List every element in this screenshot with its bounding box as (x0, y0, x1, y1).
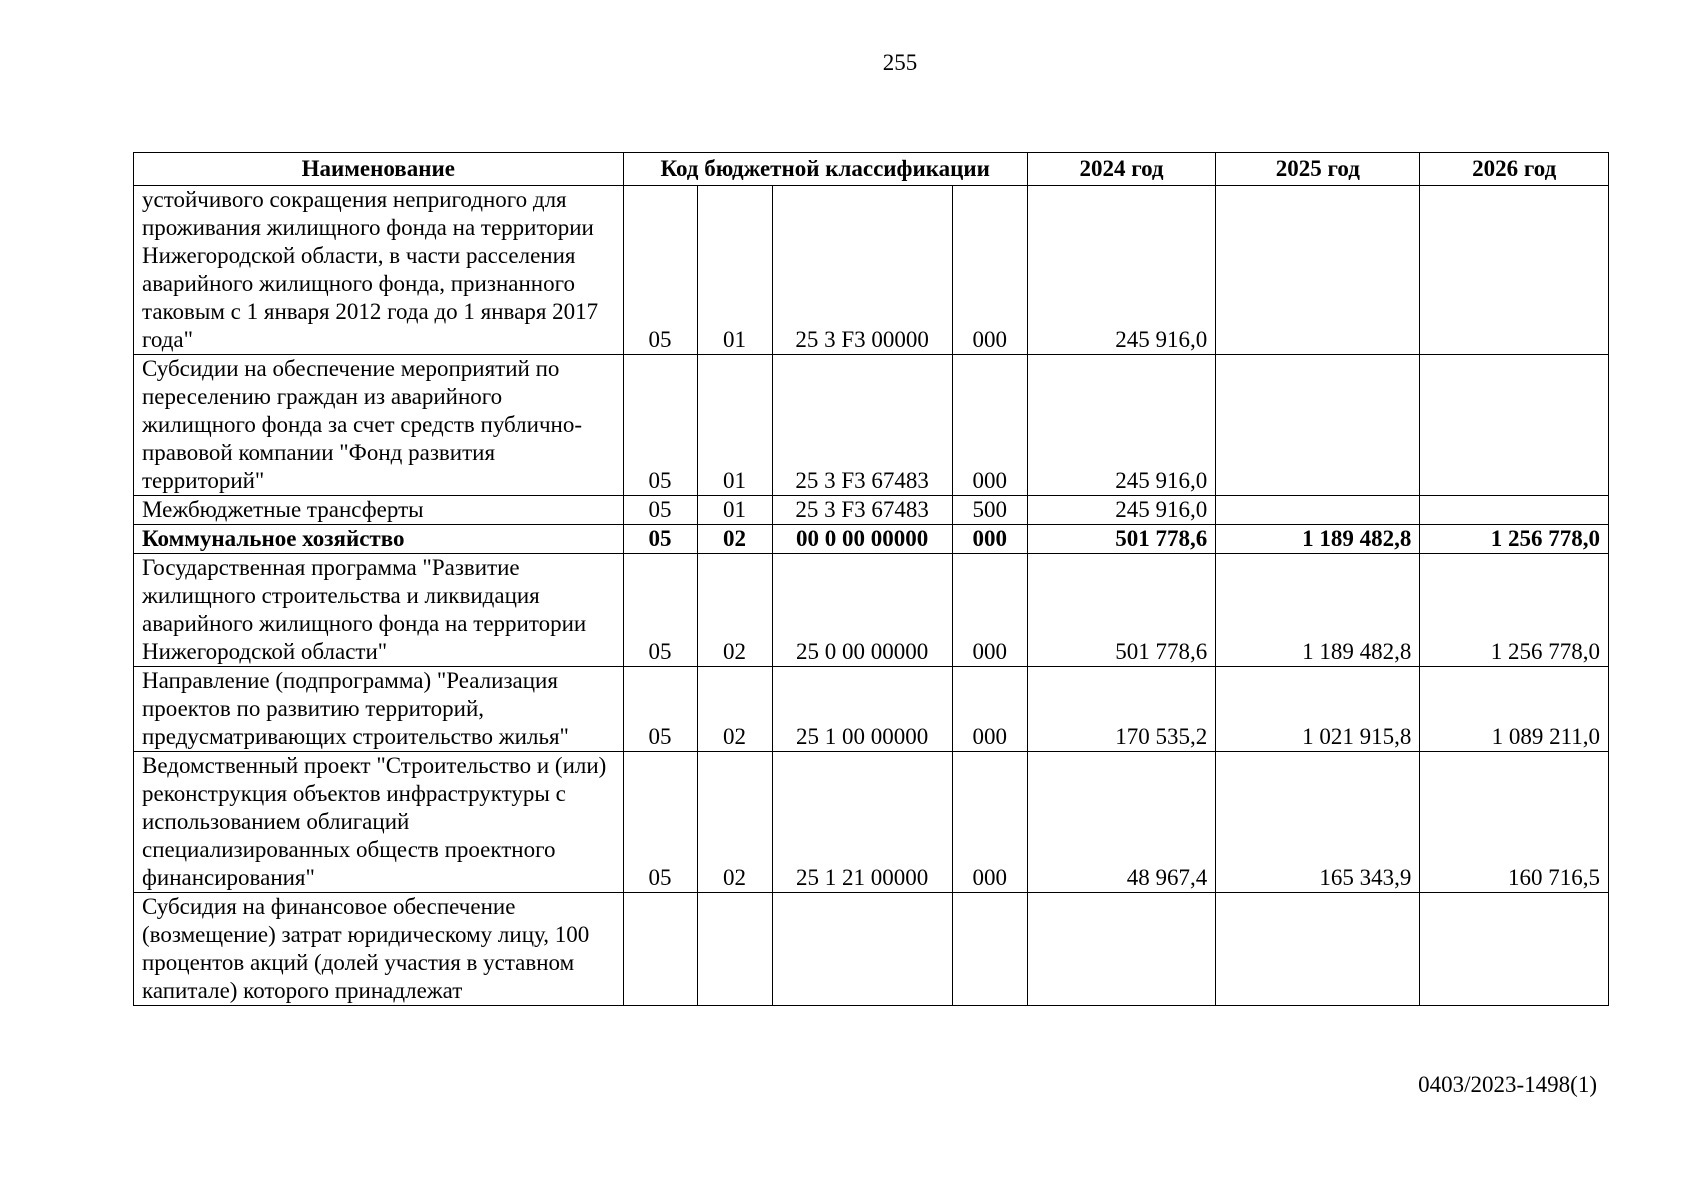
row-value-2025 (1216, 496, 1420, 525)
table-row (134, 893, 1609, 1006)
row-value-2024: 48 967,4 (1027, 752, 1216, 893)
row-value-2026 (1420, 355, 1609, 496)
row-value-2025: 1 189 482,8 (1216, 525, 1420, 554)
header-2024: 2024 год (1027, 153, 1216, 186)
table-body (134, 186, 1609, 1006)
row-section-code: 05 (623, 525, 697, 554)
row-section-code: 05 (623, 667, 697, 752)
header-budget-code: Код бюджетной классификации (623, 153, 1027, 186)
row-value-2024: 245 916,0 (1027, 355, 1216, 496)
header-2026: 2026 год (1420, 153, 1609, 186)
budget-table (133, 152, 1609, 1006)
row-value-2024: 501 778,6 (1027, 525, 1216, 554)
header-name: Наименование (134, 153, 624, 186)
row-value-2026: 1 256 778,0 (1420, 525, 1609, 554)
page-number: 255 (882, 50, 918, 75)
row-subsection-code (697, 893, 772, 1006)
row-section-code: 05 (623, 186, 697, 355)
row-expense-type-code (952, 893, 1027, 1006)
row-value-2024 (1027, 893, 1216, 1006)
row-expense-type-code: 000 (952, 554, 1027, 667)
row-name: Ведомственный проект "Строительство и (или) реконструкция объектов инфраструктуры с использованием облигаций специализированных обществ проектного финансирования" (134, 752, 624, 893)
row-value-2026: 160 716,5 (1420, 752, 1609, 893)
row-name: Государственная программа "Развитие жилищного строительства и ликвидация аварийного жилищного фонда на территории Нижегородской области" (134, 554, 624, 667)
row-name: Направление (подпрограмма) "Реализация проектов по развитию территорий, предусматривающих строительство жилья" (134, 667, 624, 752)
row-target-article-code: 25 3 F3 00000 (772, 186, 952, 355)
table-row (134, 554, 1609, 667)
row-subsection-code: 01 (697, 355, 772, 496)
row-value-2024: 170 535,2 (1027, 667, 1216, 752)
table-row (134, 667, 1609, 752)
table-row (134, 752, 1609, 893)
row-section-code: 05 (623, 355, 697, 496)
row-value-2025 (1216, 186, 1420, 355)
row-value-2025: 1 189 482,8 (1216, 554, 1420, 667)
row-expense-type-code: 000 (952, 525, 1027, 554)
row-expense-type-code: 000 (952, 752, 1027, 893)
row-target-article-code: 00 0 00 00000 (772, 525, 952, 554)
row-value-2026 (1420, 186, 1609, 355)
table-row (134, 496, 1609, 525)
row-value-2026: 1 256 778,0 (1420, 554, 1609, 667)
row-value-2025 (1216, 355, 1420, 496)
row-target-article-code: 25 0 00 00000 (772, 554, 952, 667)
row-value-2026 (1420, 893, 1609, 1006)
row-value-2025 (1216, 893, 1420, 1006)
table-header-row (134, 153, 1609, 186)
row-value-2024: 245 916,0 (1027, 496, 1216, 525)
row-name: Субсидии на обеспечение мероприятий по переселению граждан из аварийного жилищного фонда за счет средств публично-правовой компании "Фонд развития территорий" (134, 355, 624, 496)
row-target-article-code: 25 3 F3 67483 (772, 496, 952, 525)
row-section-code: 05 (623, 752, 697, 893)
row-name: устойчивого сокращения непригодного для проживания жилищного фонда на территории Нижегородской области, в части расселения аварийного жилищного фонда, признанного таковым с 1 января 2012 года до 1 января 2017 года" (134, 186, 624, 355)
table-row (134, 355, 1609, 496)
row-target-article-code: 25 3 F3 67483 (772, 355, 952, 496)
row-value-2025: 1 021 915,8 (1216, 667, 1420, 752)
row-section-code: 05 (623, 554, 697, 667)
row-section-code (623, 893, 697, 1006)
row-expense-type-code: 000 (952, 667, 1027, 752)
row-name: Коммунальное хозяйство (134, 525, 624, 554)
row-name: Субсидия на финансовое обеспечение (возмещение) затрат юридическому лицу, 100 процентов акций (долей участия в уставном капитале) которого принадлежат (134, 893, 624, 1006)
header-2025: 2025 год (1216, 153, 1420, 186)
row-expense-type-code: 000 (952, 355, 1027, 496)
table-row (134, 186, 1609, 355)
row-value-2024: 245 916,0 (1027, 186, 1216, 355)
row-subsection-code: 02 (697, 667, 772, 752)
table-row-section-total (134, 525, 1609, 554)
row-subsection-code: 01 (697, 496, 772, 525)
document-registration-code: 0403/2023-1498(1) (1418, 1072, 1597, 1097)
row-value-2024: 501 778,6 (1027, 554, 1216, 667)
row-value-2026: 1 089 211,0 (1420, 667, 1609, 752)
row-target-article-code: 25 1 21 00000 (772, 752, 952, 893)
row-subsection-code: 01 (697, 186, 772, 355)
row-expense-type-code: 500 (952, 496, 1027, 525)
row-value-2025: 165 343,9 (1216, 752, 1420, 893)
row-subsection-code: 02 (697, 554, 772, 667)
row-subsection-code: 02 (697, 525, 772, 554)
row-name: Межбюджетные трансферты (134, 496, 624, 525)
row-target-article-code: 25 1 00 00000 (772, 667, 952, 752)
row-subsection-code: 02 (697, 752, 772, 893)
row-expense-type-code: 000 (952, 186, 1027, 355)
row-section-code: 05 (623, 496, 697, 525)
row-target-article-code (772, 893, 952, 1006)
row-value-2026 (1420, 496, 1609, 525)
